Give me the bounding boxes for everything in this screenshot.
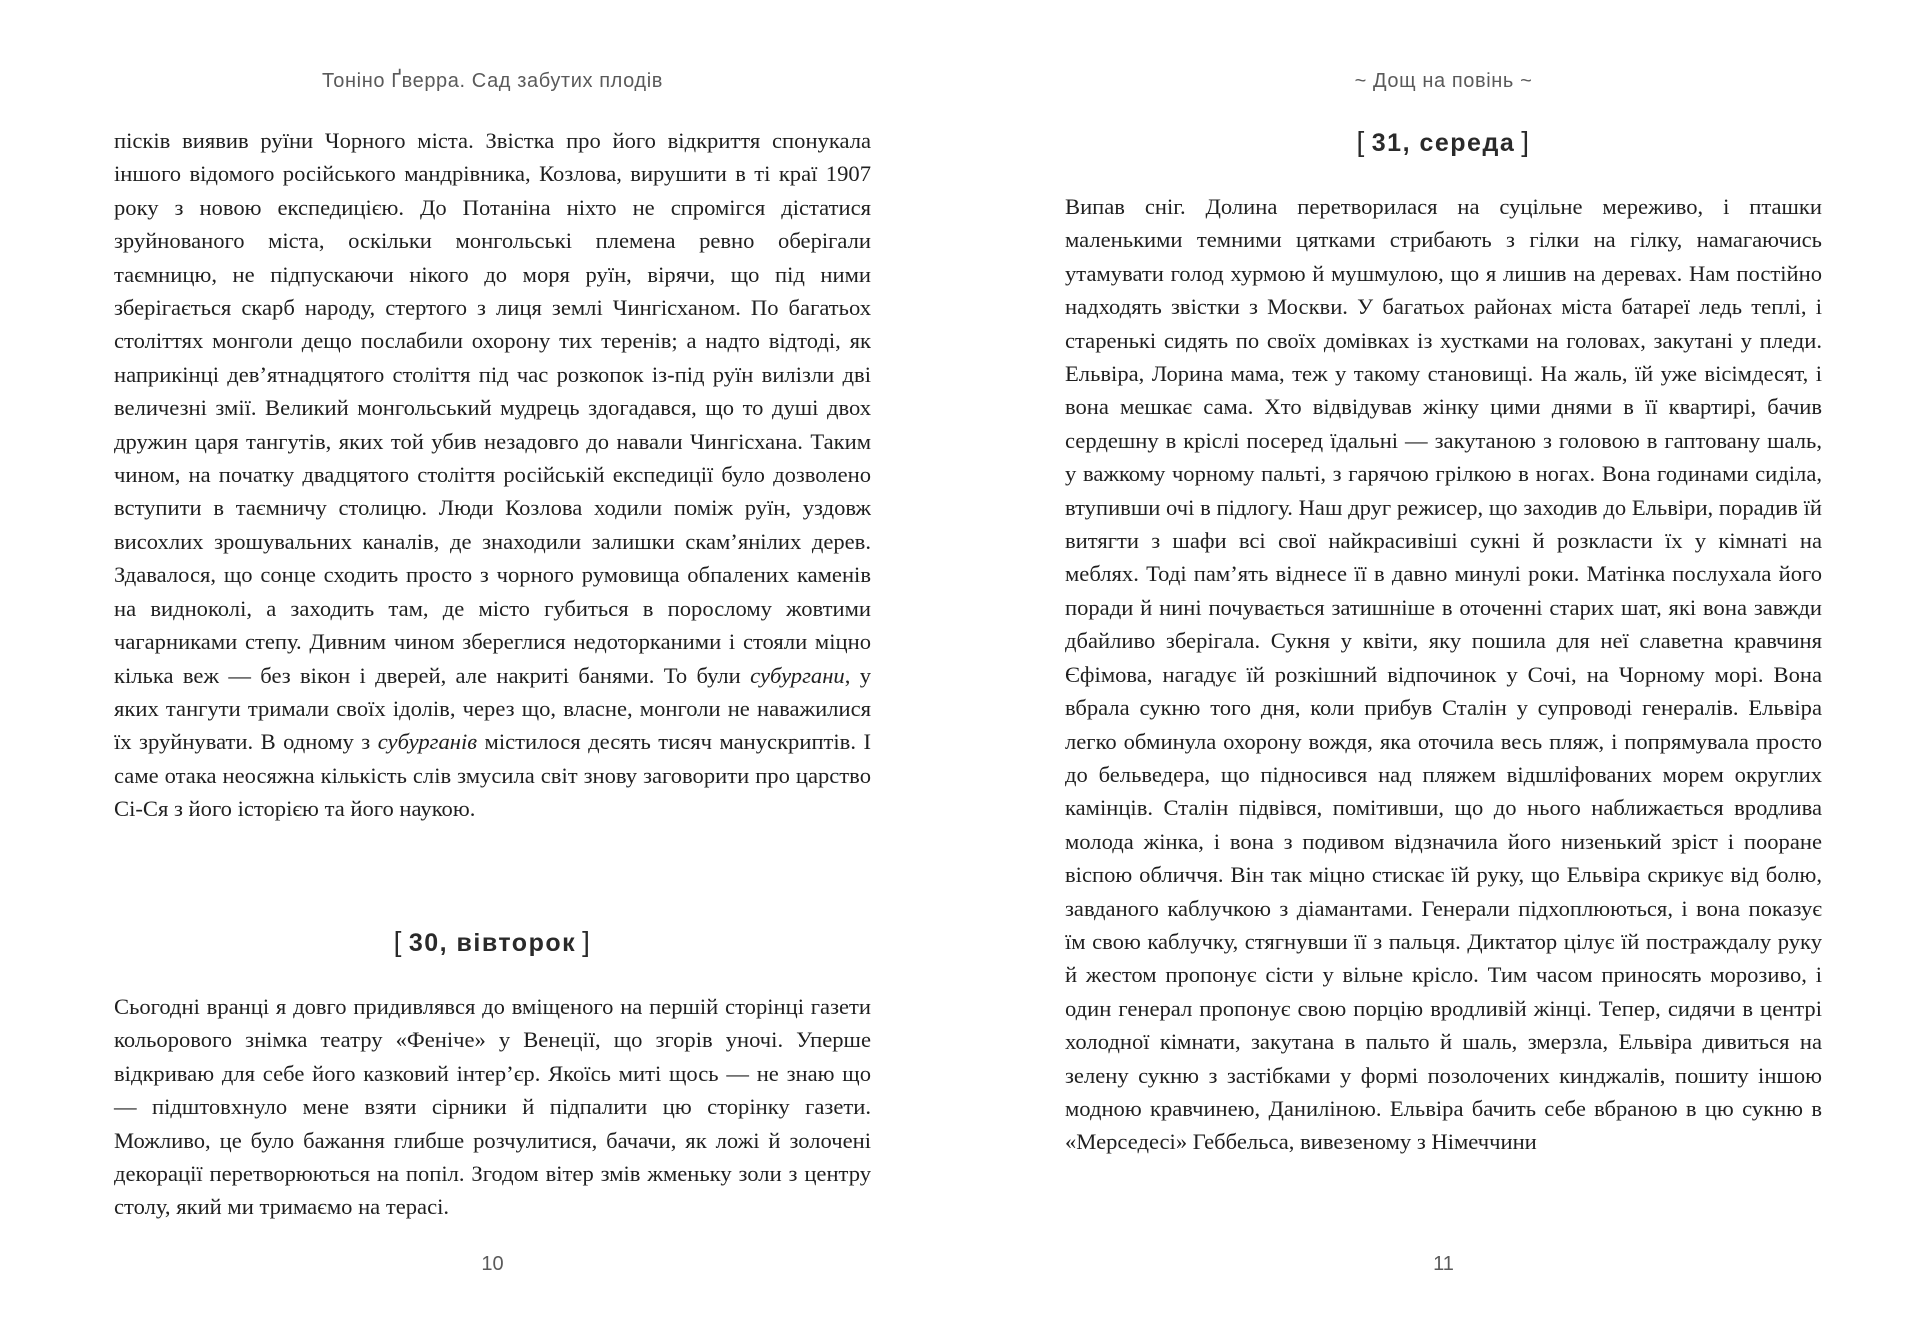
right-paragraph-1-text: Випав сніг. Долина перетворилася на суцільне мереживо, і пташки маленькими темними цятками стрибають з гілки на гілку, намагаючись утамувати голод хурмою й мушмулою, що я лишив на деревах. Нам постійно надходять звістки з Москви. У багатьох районах міста батареї ледь теплі, і старенькі сидять по своїх домівках із хустками на головах, закутані у пледи. Ельвіра, Лорина мама, теж у такому становищі. На жаль, їй уже вісімдесят, і вона мешкає сама. Хто відвідував жінку цими днями в її квартирі, бачив сердешну в кріслі посеред їдальні — закутаною з головою в гаптовану шаль, у важкому чорному пальті, з гарячою грілкою в ногах. Вона годинами сиділа, втупивши очі в підлогу. Наш друг режисер, що заходив до Ельвіри, порадив їй витягти з шафи всі свої найкрасивіші сукні й розкласти їх у кімнаті на меблях. Тоді пам’ять віднесе її в давно минулі роки. Матінка послухала його поради й нині почувається затишніше в оточенні старих шат, які вона завжди дбайливо зберігала. Сукня у квіти, яку пошила для неї славетна кравчиня Єфімова, нагадує їй розкішний відпочинок у Сочі, на Чорному морі. Вона вбрала сукню того дня, коли прибув Сталін у супроводі генералів. Ельвіра легко обминула охорону вождя, яка оточила весь пляж, і попрямувала просто до бельведера, що підносився над пляжем відшліфованих морем округлих камінців. Сталін підвівся, помітивши, що до нього наближається вродлива молода жінка, і вона з подивом відзначила його низенький зріст і пооране віспою обличчя. Він так міцно стискає їй руку, що Ельвіра скрикує від болю, завданого каблучкою з діамантами. Генерали підхоплюються, і вона показує їм свою каблучку, стягнувши її з пальця. Диктатор цілує їй постраждалу руку й жестом пропонує сісти у вільне крісло. Тим часом приносять морозиво, і один генерал пропонує свою порцію вродливій жінці. Тепер, сидячи в центрі холодної кімнати, закутана в пальто й шаль, змерзла, Ельвіра дивиться на зелену сукню з застібками у формі позолочених кинджалів, пошиту іншою модною кравчинею, Даниліною. Ельвіра бачить себе вбраною в цю сукню в «Мерседесі» Геббельса, вивезеному з Німеччини bbox=[1065, 194, 1822, 1155]
left-page-number: 10 bbox=[481, 1253, 504, 1275]
left-paragraph-2-text: Сьогодні вранці я довго придивлявся до вміщеного на першій сторінці газети кольорового знімка театру «Феніче» у Венеції, що згорів уночі. Уперше відкриваю для себе його казковий інтер’єр. Якоїсь миті щось — не знаю що — підштовхнуло мене взяти сірники й підпалити цю сторінку газети. Можливо, це було бажання глибше розчулитися, бачачи, як ложі й золочені декорації перетворюються на попіл. Згодом вітер змів жменьку золи з центру столу, який ми тримаємо на терасі. bbox=[114, 994, 871, 1220]
left-paragraph-1-text-b: , у яких тангути тримали своїх ідолів, через що, власне, монголи не наважилися їх зруйнувати. В одному з bbox=[114, 662, 872, 755]
left-paragraph-1-italic-a: субургани bbox=[750, 662, 845, 688]
left-page bbox=[114, 0, 871, 1325]
left-paragraph-1-text-c: містилося десять тисяч манускриптів. І саме отака неосяжна кількість слів змусила світ знову заговорити про царство Сі-Ся з його історією та його наукою. bbox=[114, 729, 871, 822]
left-paragraph-2 bbox=[114, 990, 871, 1224]
right-page-number: 11 bbox=[1433, 1253, 1454, 1275]
left-paragraph-1-italic-b: субурганів bbox=[377, 729, 478, 755]
left-heading-open-bracket: [ bbox=[393, 926, 403, 957]
left-heading-close-bracket: ] bbox=[582, 926, 592, 957]
left-paragraph-1 bbox=[114, 124, 871, 826]
right-page bbox=[1065, 0, 1822, 1325]
right-running-head: ~ Дощ на повінь ~ bbox=[1354, 70, 1533, 92]
right-section-heading bbox=[1065, 126, 1822, 158]
left-heading-label: 30, вівторок bbox=[408, 929, 577, 957]
right-paragraph-1 bbox=[1065, 190, 1822, 1159]
right-heading-open-bracket: [ bbox=[1356, 126, 1366, 157]
left-section-heading bbox=[114, 926, 871, 958]
left-paragraph-1-text-a: пісків виявив руїни Чорного міста. Звістка про його відкриття спонукала іншого відомого російського мандрівника, Козлова, вирушити в ті краї 1907 року з новою експедицією. До Потаніна ніхто не спромігся дістатися зруйнованого міста, оскільки монгольські племена ревно оберігали таємницю, не підпускаючи нікого до моря руїн, вірячи, що під ними зберігається скарб народу, стертого з лиця землі Чингісханом. По багатьох століттях монголи дещо послабили охорону тих теренів; а надто відтоді, як наприкінці дев’ятнадцятого століття під час розкопок із-під руїн вилізли дві величезні змії. Великий монгольський мудрець здогадався, що то душі двох дружин царя тангутів, яких той убив незадовго до навали Чингісхана. Таким чином, на початку двадцятого століття російській експедиції було дозволено вступити в таємничу столицю. Люди Козлова ходили поміж руїн, уздовж висохлих зрошувальних каналів, де знаходили залишки скам’янілих дерев. Здавалося, що сонце сходить просто з чорного румовища обпалених каменів на видноколі, а заходить там, де місто губиться в порослому жовтими чагарниками степу. Дивним чином збереглися недоторканими і стояли міцно кілька веж — без вікон і дверей, але накриті банями. То були bbox=[114, 128, 871, 688]
right-heading-label: 31, середа bbox=[1371, 129, 1516, 157]
right-heading-close-bracket: ] bbox=[1521, 126, 1531, 157]
left-running-head: Тоніно Ґверра. Сад забутих плодів bbox=[322, 70, 663, 92]
